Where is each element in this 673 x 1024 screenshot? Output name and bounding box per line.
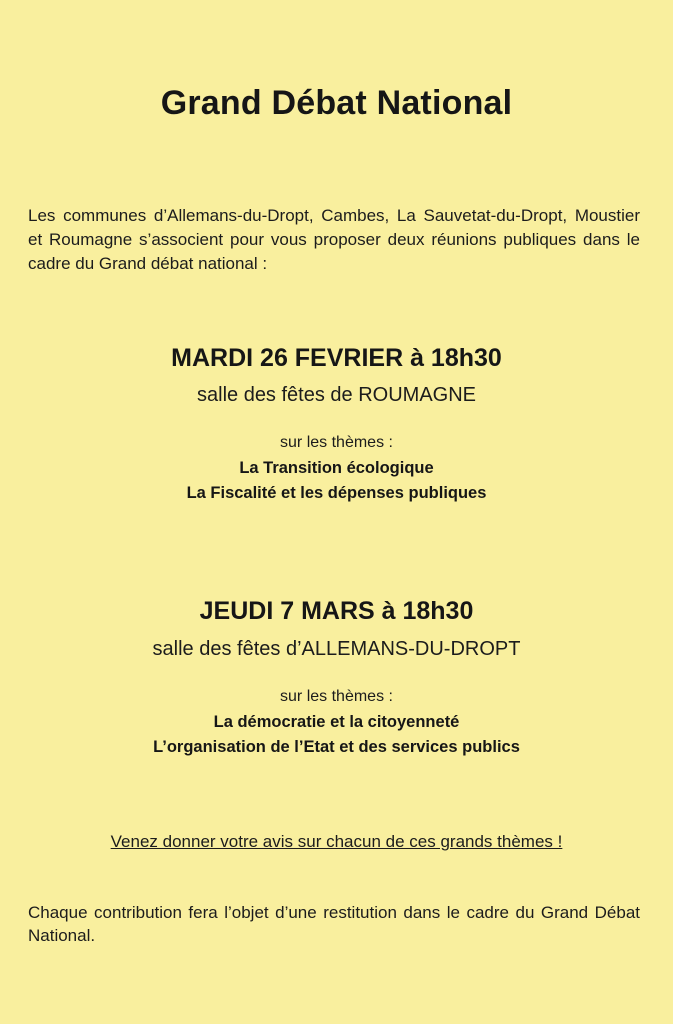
event-1-theme-2: La Fiscalité et les dépenses publiques: [186, 484, 487, 502]
intro-paragraph: Les communes d’Allemans-du-Dropt, Cambes, La Sauvetat-du-Dropt, Moustier et Roumagne s’associent pour vous proposer deux réunions publiques dans le cadre du Grand débat national :: [28, 206, 640, 273]
event-2-themes-label: sur les thèmes :: [280, 688, 393, 705]
closing-paragraph: Chaque contribution fera l’objet d’une restitution dans le cadre du Grand Débat National.: [28, 903, 640, 945]
event-2-venue: salle des fêtes d’ALLEMANS-DU-DROPT: [152, 638, 521, 660]
call-to-action: Venez donner votre avis sur chacun de ces grands thèmes !: [110, 832, 563, 851]
event-2-theme-2: L’organisation de l’Etat et des services publics: [153, 738, 520, 756]
event-2-theme-1: La démocratie et la citoyenneté: [213, 713, 460, 731]
event-2-date: JEUDI 7 MARS à 18h30: [199, 597, 474, 625]
event-1-date: MARDI 26 FEVRIER à 18h30: [171, 344, 502, 372]
event-1-venue: salle des fêtes de ROUMAGNE: [197, 384, 476, 406]
flyer-title: Grand Débat National: [160, 84, 513, 122]
event-1-theme-1: La Transition écologique: [239, 459, 434, 477]
event-1-themes-label: sur les thèmes :: [280, 434, 393, 451]
